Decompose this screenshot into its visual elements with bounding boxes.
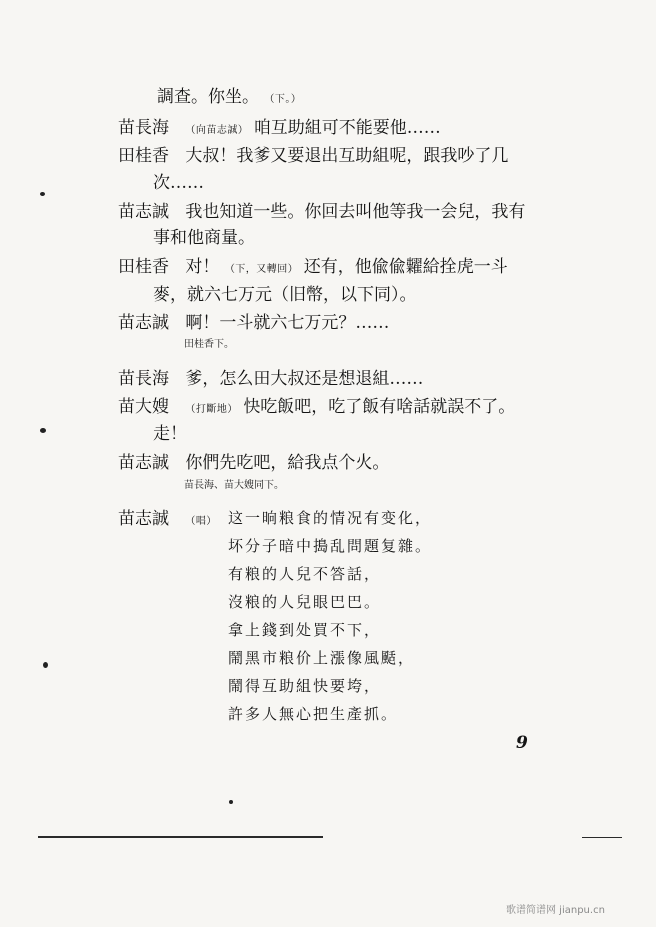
song-heading [118,508,217,533]
scan-speck [229,800,233,804]
song-line: 这一晌粮食的情况有变化， [228,509,433,527]
song-line: 沒粮的人兒眼巴巴。 [228,593,382,611]
speaker-name: 田桂香 [118,257,169,277]
scan-speck [43,662,48,668]
dialogue-text: 啊！一斗就六七万元？…… [185,313,390,333]
speaker-name: 苗長海 [118,118,169,138]
dialogue-text: 还有，他偸偸糶給拴虎一斗 [303,257,508,277]
script-line [118,368,423,390]
stage-direction: （下，又轉回） [224,264,299,275]
dialogue-text: 我也知道一些。你回去叫他等我一会兒，我有 [185,202,526,222]
dialogue-text: 爹，怎么田大叔还是想退組…… [185,369,424,389]
bottom-rule-left [38,836,323,838]
speaker-name: 苗長海 [118,369,169,389]
dialogue-text: 麥，就六七万元（旧幣，以下同）。 [153,285,417,305]
stage-direction: （下。） [264,94,302,105]
dialogue-text: 事和他商量。 [153,228,255,248]
song-line: 鬧得互助組快要垮， [228,677,382,695]
script-line [118,312,389,334]
song-line: 鬧黑市粮价上漲像風颳， [228,649,416,667]
song-line: 有粮的人兒不答話， [228,565,382,583]
dialogue-text: 次…… [153,173,204,193]
scan-speck [40,428,46,433]
dialogue-text: 快吃飯吧，吃了飯有啥話就誤不了。 [243,397,516,417]
stage-direction: （打斷地） [185,404,238,415]
dialogue-text: 大叔！我爹又要退出互助組呢，跟我吵了几 [185,146,509,166]
stage-note: 田桂香下。 [184,339,234,350]
dialogue-text: 对！ [185,257,220,277]
speaker-name: 苗志誠 [118,202,169,222]
dialogue-text: 走！ [153,424,187,444]
dialogue-text: 你們先吃吧，給我点个火。 [185,453,390,473]
script-line [153,423,187,445]
script-line [118,201,525,223]
speaker-name: 田桂香 [118,146,169,166]
stage-direction: （向苗志誠） [185,125,249,136]
script-line [118,145,508,167]
speaker-name: 苗志誠 [118,313,169,333]
script-line [118,256,508,281]
script-line [118,117,441,142]
page-number: 9 [516,733,528,753]
script-line [153,284,417,306]
song-line: 坏分子暗中搗乱問題复雜。 [228,537,433,555]
dialogue-text: 咱互助組可不能要他…… [253,118,441,138]
speaker-name: 苗志誠 [118,453,169,473]
watermark: 歌谱简谱网 jianpu.cn [506,905,605,916]
song-line: 拿上錢到处買不下， [228,621,382,639]
bottom-rule-right [582,837,622,838]
scan-speck [40,192,45,196]
dialogue-text: 調查。你坐。 [157,87,259,107]
song-line: 許多人無心把生產抓。 [228,705,399,723]
stage-note: 苗長海、苗大嫂同下。 [184,480,284,491]
script-line [153,227,255,249]
script-line [153,172,204,194]
script-line [157,86,301,111]
speaker-name: 苗志誠 [118,509,169,529]
speaker-name: 苗大嫂 [118,397,169,417]
stage-direction: （唱） [185,516,217,527]
script-line [118,396,515,421]
script-line [118,452,389,474]
